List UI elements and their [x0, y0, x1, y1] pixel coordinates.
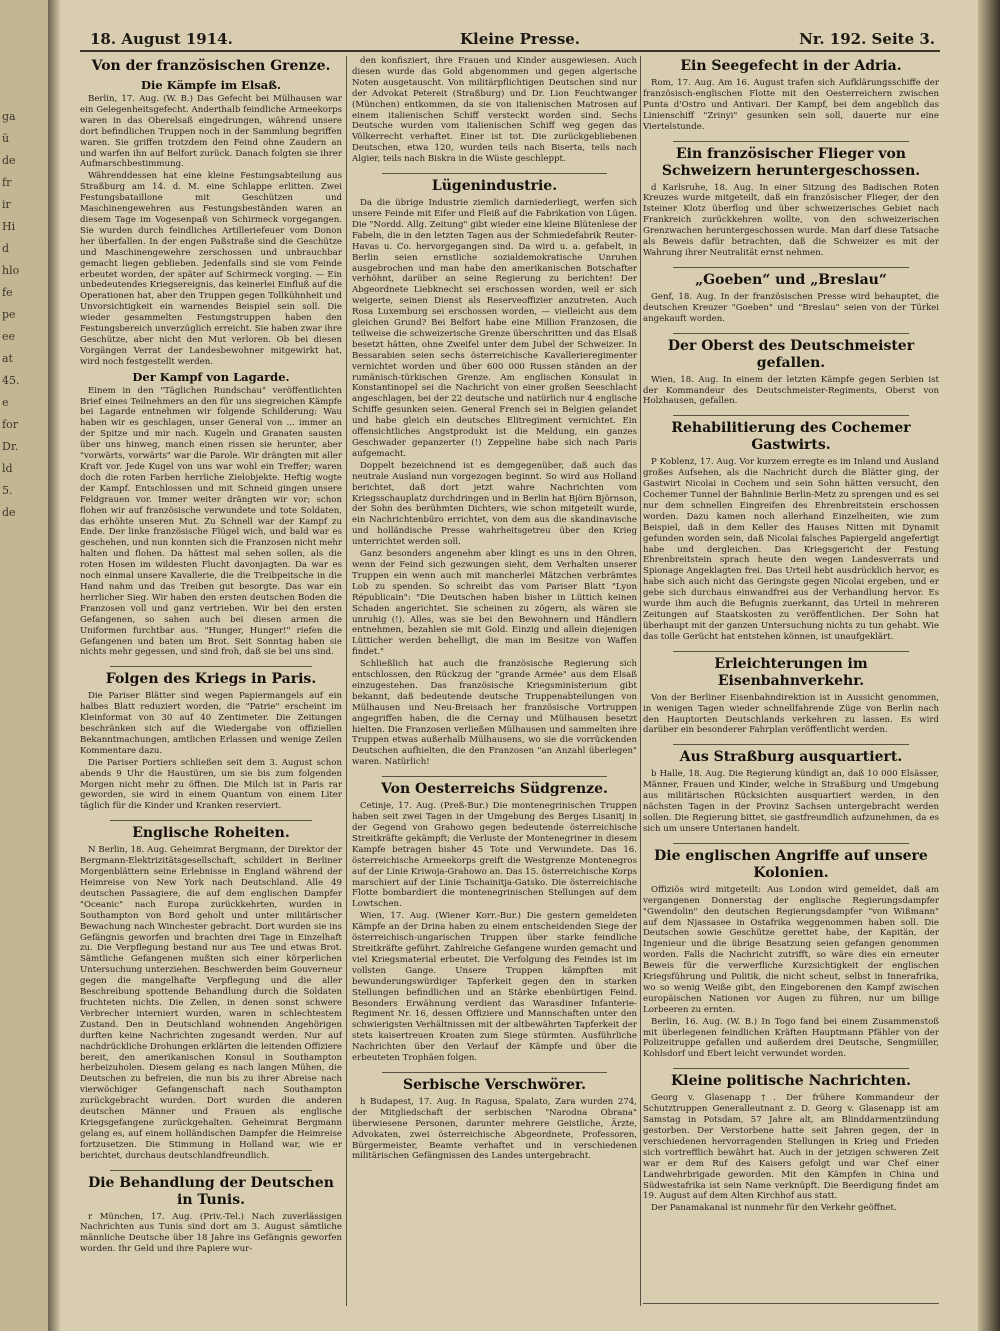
article-paragraph: Einem in den "Täglichen Rundschau" veröffentlichten Brief eines Teilnehmers an den für uns siegreichen Kämpfe bei Lagarde entnehmen wir folgende Schilderung: Wau haben wir es geschlagen, unser General von ... immer an der Spitze und mir nach. Kugeln und Granaten sausten über uns hinweg, manch einen rissen sie herunter, aber "vorwärts, vorwärts" war die Parole. Wir drängten mit aller Kraft vor. Jede Kugel von uns war wohl ein Treffer; waren doch die roten Farben herrliche Zielobjekte. Heftig wogte der Kampf. Entschlossen und mit Schneid gingen unsere Feldgrauen vor. Immer weiter drängten wir vor; schon flohen wir auf französische verwundete und tote Soldaten, das erhöhte unseren Mut. Zu Schnell war der Kampf zu Ende. Der linke französische Flügel wich, und bald war es geschehen, und nun konnten sich die Franzosen nicht mehr halten und flohen. Da hättest mal sehen sollen, als die roten Hosen im wildesten Flucht davonjagten. Da war es noch einmal unsere Kavallerie, die die Treibpeitsche in die Hand nahm und das Treiben gut besorgte. Das war ein herrlicher Sieg. Wir haben den ersten deutschen Boden die Franzosen voll und ganz vertrieben. Wir bei den ersten Gefangenen, so sahen auch bei diesen armen die Uniformen furchtbar aus. "Hunger, Hunger!" riefen die Gefangenen und baten um Brot. Seit Sonntag haben sie nichts mehr gegessen, und sind froh, daß sie bei uns sind. [80, 385, 342, 658]
article-headline: Serbische Verschwörer. [403, 1076, 586, 1093]
gutter-text-fragment: for [2, 418, 18, 431]
article-paragraph: Genf, 18. Aug. In der französischen Presse wird behauptet, die deutschen Kreuzer "Goeben" und "Breslau" seien von der Türkei angekauft worden. [643, 291, 939, 324]
article-subheadline: Die Kämpfe im Elsaß. [141, 78, 281, 92]
column-divider [346, 56, 347, 1306]
article-paragraph: Ganz besonders angenehm aber klingt es uns in den Ohren, wenn der Feind sich gezwungen sieht, dem Verhalten unserer Truppen ein wenn auch mit mancherlei Mätzchen verbrämtes Lob zu spenden. So schreibt das vom Pariser Blatt "Lyon Républicain": "Die Deutschen haben bisher in Lüttich keinen Schaden angerichtet. Sie scheinen zu zögern, als wären sie unruhig (!). Alles, was sie bei den Bewohnern und Händlern entnehmen, bezahlen sie mit Gold. Einzig und allein diejenigen Lütticher werden behelligt, die man im Besitze von Waffen findet." [352, 549, 637, 658]
page-edge-shadow [978, 0, 1000, 1331]
article-headline: Kleine politische Nachrichten. [671, 1073, 911, 1090]
article-paragraph: den konfisziert, ihre Frauen und Kinder ausgewiesen. Auch diesen wurde das Gold abgenommen und gegen algerische Noten ausgetauscht. Von militärpflichtigen Deutschen sind nur der Advokat Petereit (Straßburg) und Dr. Lion Feuchtwanger (München) entkommen, da sie von italienischen Matrosen auf einem italienischen Schiff versteckt worden sind. Sechs Deutsche wurden vom italienischen Schiff weg gegen das Völkerrecht verhaftet. Einer ist tot. Die zurückgebliebenen Deutschen, etwa 120, wurden teils nach Biserta, teils nach Algier, teils nach Biskra in die Wüste geschleppt. [352, 56, 637, 165]
issue-number: Nr. 192. Seite 3. [799, 30, 935, 48]
article-separator [110, 660, 312, 667]
article-headline: Aus Straßburg ausquartiert. [679, 749, 903, 766]
newspaper-title: Kleine Presse. [460, 30, 581, 48]
article-headline: Von der französischen Grenze. [91, 58, 331, 74]
article-paragraph: Berlin, 17. Aug. (W. B.) Das Gefecht bei Mülhausen war ein Gelegenheitsgefecht. Anderthalb feindliche Armeekorps waren in das Oberelsaß eingedrungen, während unsere dort befindlichen Truppen noch in der Sammlung begriffen waren. Sie griffen trotzdem den Feind ohne Zaudern an und warfen ihn auf Belfort zurück. Danach folgten sie ihrer Aufmarschbestimmung. [80, 94, 342, 170]
article-paragraph: Berlin, 16. Aug. (W. B.) In Togo fand bei einem Zusammenstoß mit überlegenen feindlichen Kräften Hauptmann Pfähler von der Polizeitruppe gefallen und außerdem drei Deutsche, Sengmüller, Kohlsdorf und Ebert leicht verwundet worden. [643, 1016, 939, 1060]
gutter-text-fragment: ee [2, 330, 16, 343]
gutter-text-fragment: hlo [2, 264, 20, 277]
article-headline: Englische Roheiten. [132, 825, 290, 842]
column-1 [80, 56, 342, 1308]
article-headline: Erleichterungen im Eisenbahnverkehr. [714, 655, 868, 689]
article-paragraph: Georg v. Glasenapp †. Der frühere Kommandeur der Schutztruppen Generalleutnant z. D. Georg v. Glasenapp ist am Samstag in Potsdam, 57 Jahre alt, am Blinddarmentzündung gestorben. Der Verstorbene hatte seit Jahren gegen, der in verschiedenen hervorragenden Stellungen in Krieg und Frieden sich vortrefflich bewährt hat. Auch in der jetzigen schweren Zeit war er dem Ruf des Kaisers gefolgt und war Chef einer Landwehrbrigade geworden. Mit den Kämpfen in China und Südwestafrika ist sein Name verknüpft. Die Beerdigung findet am 19. August auf dem Alten Kirchhof aus statt. [643, 1093, 939, 1202]
article-paragraph: Von der Berliner Eisenbahndirektion ist in Aussicht genommen, in wenigen Tagen wieder schnellfahrende Züge von Berlin nach den Hauptorten Deutschlands verkehren zu lassen. Es wird darüber ein besonderer Fahrplan veröffentlicht werden. [643, 692, 939, 736]
page-binding [48, 0, 60, 1331]
article-separator [382, 167, 607, 174]
article-paragraph: Doppelt bezeichnend ist es demgegenüber, daß auch das neutrale Ausland nun vorgezogen beginnt. So wird aus Holland berichtet, daß dort jetzt wahre Nachrichten vom Kriegsschauplatz durchdringen und in Berlin hat Björn Björnson, der Sohn des berühmten Dichters, wie schon mitgeteilt wurde, ein Nachrichtenbüro errichtet, von dem aus die skandinavische und holländische Presse wahrheitsgetreu über den Krieg unterrichtet werden soll. [352, 460, 637, 548]
gutter-text-fragment: at [2, 352, 13, 365]
page-header [80, 30, 935, 50]
article-paragraph: d Karlsruhe, 18. Aug. In einer Sitzung des Badischen Roten Kreuzes wurde mitgeteilt, daß ein französischer Flieger, der den Isteiner Klotz überflog und über schweizerisches Gebiet nach Frankreich zurückkehren wollte, von den schweizerischen Grenzwachen heruntergeschossen wurde. Man darf diese Tatsache als Beweis dafür betrachten, daß die Schweizer es mit der Wahrung ihrer Neutralität ernst nehmen. [643, 182, 939, 258]
article-paragraph: r München, 17. Aug. (Priv.-Tel.) Nach zuverlässigen Nachrichten aus Tunis sind dort am 3. August sämtliche männliche Deutsche über 18 Jahre ins Gefängnis geworfen worden. Ihr Geld und ihre Papiere wur- [80, 1211, 342, 1255]
article-headline: Rehabilitierung des Cochemer Gastwirts. [671, 420, 911, 454]
article-separator [673, 738, 909, 745]
article-paragraph: Wien, 17. Aug. (Wiener Korr.-Bur.) Die gestern gemeldeten Kämpfe an der Drina haben zu einem entscheidenden Siege der österreichisch-ungarischen Truppen über starke feindliche Streitkräfte geführt. Zahlreiche Gefangene wurden gemacht und viel Kriegsmaterial erbeutet. Die Verfolgung des Feindes ist im vollsten Gange. Unsere Truppen kämpften mit bewunderungswürdiger Tapferkeit gegen den in starken Stellungen befindlichen und an Stärke ebenbürtigen Feind. Besonders Erwähnung verdient das Warasdiner Infanterie-Regiment Nr. 16, dessen Offiziere und Mannschaften unter den schwierigsten Verhältnissen mit der altbewährten Tapferkeit der stets kaisertreuen Kroaten zum Siege stürmten. Ausführliche Nachrichten über den Verlauf der Kämpfe und über die erbeuteten Trophäen folgen. [352, 911, 637, 1064]
article-paragraph: Die Pariser Blätter sind wegen Papiermangels auf ein halbes Blatt reduziert worden, die "Patrie" erscheint im Kleinformat von 30 auf 40 Zentimeter. Die Zeitungen beschränken sich auf die Wiedergabe von offiziellen Bekanntmachungen, amtlichen Erlassen und wenige Zeilen Kommentare dazu. [80, 691, 342, 756]
article-headline: Lügenindustrie. [431, 178, 558, 195]
article-subheadline: Der Kampf von Lagarde. [132, 369, 290, 384]
gutter-text-fragment: d [2, 242, 10, 255]
article-paragraph: b Halle, 18. Aug. Die Regierung kündigt an, daß 10 000 Elsässer, Männer, Frauen und Kinder, welche in Straßburg und Umgebung aus militärischen Rücksichten ausquartiert werden, in den nächsten Tagen in der Provinz Sachsen untergebracht werden sollen. Die Regierung bittet, sie gastfreundlich aufzunehmen, da es sich um unsere Unterianen handelt. [643, 769, 939, 834]
article-paragraph: Schließlich hat auch die französische Regierung sich entschlossen, den Rückzug der "grande Armée" aus dem Elsaß einzugestehen. Das französische Kriegsministerium gibt bekannt, daß bedeutende deutsche Truppenabteilungen von Mülhausen und Neu-Breisach her französische Vortruppen angegriffen haben, die die Cernay und Mülhausen besetzt hielten. Die Franzosen verließen Mülhausen und sammelten ihre Truppen etwas außerhalb Mülhausens, wo sie die vorrückenden Deutschen aufhielten, die den Franzosen "an Anzahl überlegen" waren. Natürlich! [352, 659, 637, 768]
footer-rule [643, 1303, 939, 1304]
gutter-text-fragment: e [2, 396, 9, 409]
gutter-text-fragment: de [2, 506, 16, 519]
article-paragraph: Offiziös wird mitgeteilt: Aus London wird gemeldet, daß am vergangenen Donnerstag der englische Regierungsdampfer "Gwendolin" den deutschen Regierungsdampfer "von Wißmann" auf dem Njassasee in Ostafrika weggenommen haben soll. Die Deutschen sowie Geschütze gerettet habe, der Kapitän, der Ingenieur und die übrige Besatzung seien gefangen genommen worden. Falls die Nachricht zutrifft, so wäre dies ein erneuter Beweis für die verwerfliche Kurzsichtigkeit der englischen Kriegsführung und Politik, die nicht scheut, selbst in Innerafrika, wo so wenig Weiße gibt, den Eingeborenen den Kampf zwischen europäischen Nationen vor Augen zu führen, nur um billige Lorbeeren zu ernten. [643, 884, 939, 1015]
article-separator [673, 1062, 909, 1069]
issue-date: 18. August 1914. [90, 30, 233, 48]
article-paragraph: Währenddessen hat eine kleine Festungsabteilung aus Straßburg am 14. d. M. eine Schlappe erlitten. Zwei Festungsbataillone mit Geschützen und Maschinengewehren aus Festungsbeständen waren an diesem Tage im Vogesenpaß von Schirmeck vorgegangen. Sie wurden durch feindliches Artilleriefeuer vom Donon her überfallen. In der engen Paßstraße sind die Geschütze und Maschinengewehre zerschossen und unbrauchbar gemacht liegen geblieben. Jedenfalls sind sie vom Feinde erbeutet worden, der später auf Schirmeck vorging. — Ein unbedeutendes Kriegsereignis, das keinerlei Einfluß auf die Operationen hat, aber den Truppen gegen Tollkühnheit und Unvorsichtigkeit ein warnendes Beispiel sein soll. Die wieder gesammelten Festungstruppen haben den Festungsbereich unverzüglich erreicht. Sie haben zwar ihre Geschütze, aber nicht den Mut verloren. Ob bei diesen Vorgängen Verrat der Landesbewohner mitgewirkt hat, wird noch festgestellt werden. [80, 171, 342, 367]
article-paragraph: P Koblenz, 17. Aug. Vor kurzem erregte es im Inland und Ausland großes Aufsehen, als die Nachricht durch die Blätter ging, der Gastwirt Nicolai in Cochem und sein Sohn hätten versucht, den Cochemer Tunnel der Bahnlinie Berlin-Metz zu sprengen und es sei nur dem schnellen Eingreifen des Ehrenbreitstein erschossen worden. Dazu kamen noch allerhand Einzelheiten, wie zum Beispiel, daß in dem Keller des Hauses Nitten mit Dynamit gefunden worden sein, daß Nicolai falsches Papiergeld angefertigt habe und dergleichen. Das Kriegsgericht der Festung Ehrenbreitstein sprach heute den wegen Landesverrats und Spionage Angeklagten frei. Das Urteil hebt ausdrücklich hervor, es habe sich auch nicht das Geringste gegen Nicolai ergeben, und er gebe sich durchaus einwandfrei aus der Verhandlung hervor. Es wurde ihm auch die Befugnis zuerkannt, das Urteil in mehreren Zeitungen auf Staatskosten zu veröffentlichen. Der Sohn hat überhaupt mit der ganzen Untersuchung nichts zu tun gehabt. Wie das tolle Gerücht hat entstehen können, ist unaufgeklärt. [643, 457, 939, 642]
header-rule [80, 50, 940, 52]
article-separator [673, 261, 909, 268]
article-separator [382, 770, 607, 777]
gutter-text-fragment: 45. [2, 374, 20, 387]
gutter-text-fragment: fe [2, 286, 13, 299]
article-headline: Die englischen Angriffe auf unsere Kolonien. [654, 847, 928, 881]
gutter-text-fragment: 5. [2, 484, 13, 497]
column-3 [643, 56, 939, 1308]
article-separator [673, 327, 909, 334]
gutter-text-fragment: Hi [2, 220, 16, 233]
gutter-text-fragment: ga [2, 110, 16, 123]
article-paragraph: h Budapest, 17. Aug. In Ragusa, Spalato, Zara wurden 274, der Mitgliedschaft der serbischen "Narodna Obrana" überwiesene Personen, darunter mehrere Geistliche, Ärzte, Advokaten, zwei österreichische Abgeordnete, Professoren, Bürgermeister, Beamte verhaftet und in verschiedenen militärischen Gefängnissen des Landes untergebracht. [352, 1096, 637, 1162]
article-headline: „Goeben“ und „Breslau“ [695, 271, 887, 288]
article-separator [110, 1164, 312, 1171]
article-headline: Der Oberst des Deutschmeister gefallen. [667, 337, 915, 371]
column-2 [352, 56, 637, 1308]
article-separator [673, 135, 909, 142]
article-paragraph: Cetinje, 17. Aug. (Preß-Bur.) Die montenegrinischen Truppen haben seit zwei Tagen in der Umgebung des Berges Lisanitj in der Gegend von Grahowo gegen bedeutende österreichische Streitkräfte gekämpft; die Verluste der Montenegriner in diesem Kampfe betragen bisher 45 Tote und Verwundete. Das 16. österreichische Armeekorps greift die Westgrenze Montenegros auf der Linie Kriwoja-Grahowo an. Das 15. österreichische Korps marschiert auf der Linie Tschainitja-Gatsko. Die österreichische Flotte bombardiert die montenegrinischen Stellungen auf dem Lowtschen. [352, 801, 637, 910]
article-headline: Folgen des Kriegs in Paris. [105, 671, 317, 688]
article-paragraph: Wien, 18. Aug. In einem der letzten Kämpfe gegen Serbien ist der Kommandeur des Deutschmeister-Regiments, Oberst von Holzhausen, gefallen. [643, 374, 939, 407]
article-paragraph: Da die übrige Industrie ziemlich darniederliegt, werfen sich unsere Feinde mit Eifer und Fleiß auf die Fabrikation von Lügen. Die "Nordd. Allg. Zeitung" gibt wieder eine kleine Blütenlese der Fabeln, die in den letzten Tagen aus der Schmiedefabrik Reuter-Havas u. Co. hervorgegangen sind. Da wird u. a. gefabelt, in Berlin seien ernstliche sozialdemokratische Unruhen ausgebrochen und man habe den amerikanischen Botschafter verhöhnt, darüber an seine Regierung zu berichten! Der Abgeordnete Liebknecht sei erschossen worden, weil er sich weigerte, seinen Dienst als Reserveoffizier anzutreten. Auch Rosa Luxemburg sei erschossen worden, — vielleicht aus dem gleichen Grund? Bei Belfort habe eine Million Franzosen, die teilweise die schweizerische Grenze überschritten und das Elsaß besetzt hätten, ohne Zweifel unter dem Jubel der Schweizer. In Bessarabien seien sechs österreichische Kavallerieregimenter vernichtet worden und über 600 000 Russen ständen an der rumänisch-türkischen Grenze. Am englischen Konsulat in Konstantinopel sei die Nachricht von einer großen Seeschlacht angeschlagen, bei der 22 deutsche und natürlich nur 4 englische Schiffe gesunken seien. General French sei in Belgien gelandet und habe gleich ein deutsches Elitregiment vernichtet. Ein offensichtliches Angstprodukt ist die Meldung, ein ganzes Geschwader gepanzerter (!) Zeppeline habe sich nach Paris aufgemacht. [352, 198, 637, 459]
article-headline: Die Behandlung der Deutschen in Tunis. [88, 1174, 334, 1208]
gutter-text-fragment: fr [2, 176, 12, 189]
article-headline: Von Oesterreichs Südgrenze. [381, 781, 608, 798]
article-separator [673, 837, 909, 844]
gutter-text-fragment: ld [2, 462, 13, 475]
article-separator [673, 645, 909, 652]
article-paragraph: Der Panamakanal ist nunmehr für den Verkehr geöffnet. [651, 1203, 897, 1214]
column-divider [640, 56, 641, 1306]
article-separator [110, 814, 312, 821]
article-headline: Ein Seegefecht in der Adria. [680, 58, 902, 74]
previous-page-edge [0, 0, 53, 1331]
article-paragraph: N Berlin, 18. Aug. Geheimrat Bergmann, der Direktor der Bergmann-Elektrizitätsgesellschaft, schildert in Berliner Morgenblättern seine Erlebnisse in England während der Heimreise von New York nach Deutschland. Alle 49 deutschen Passagiere, die auf dem englischen Dampfer "Oceanic" nach Europa zurückkehrten, wurden in Southampton von Bord geholt und unter militärischer Bewachung nach Winchester gebracht. Dort wurden sie ins Gefängnis geworfen und brachten drei Tage in Einzelhaft zu. Die Verpflegung bestand nur aus Tee und etwas Brot. Sämtliche Gefangenen mußten sich einer körperlichen Untersuchung unterziehen. Beschwerden beim Gouverneur gegen die mangelhafte Verpflegung und die aller Beschreibung spottende Behandlung durch die Soldaten fruchteten nichts. Die Zellen, in denen sonst schwere Verbrecher interniert wurden, waren in schlechtestem Zustand. Den in Deutschland wohnenden Angehörigen durften keine Nachrichten zugesandt werden. Nur auf nachdrückliche Drohungen erklärten die leitenden Offiziere bereit, den amerikanischen Konsul in Southampton herbeizuholen. Diesem gelang es nach langen Mühen, die Deutschen zu befreien, die nun bis zu ihrer Abreise nach vierwöchiger Gefangenschaft nach Southampton zurückgebracht wurden. Dort wurden die anderen deutschen Männer und Frauen als englische Kriegsgefangene zurückgehalten. Geheimrat Bergmann gelang es, auf einem holländischen Dampfer die Heimreise fortzusetzen. Die Stimmung in Holland war, wie er berichtet, durchaus deutschlandfreundlich. [80, 845, 342, 1161]
gutter-text-fragment: ü [2, 132, 10, 145]
gutter-text-fragment: pe [2, 308, 16, 321]
gutter-text-fragment: ir [2, 198, 11, 211]
article-separator [673, 409, 909, 416]
article-paragraph: Die Pariser Portiers schließen seit dem 3. August schon abends 9 Uhr die Haustüren, um sie bis zum folgenden Morgen nicht mehr zu öffnen. Die Milch ist in Paris rar geworden, sie wird in einem Quantum von einem Liter täglich für die Kinder und Kranken reserviert. [80, 757, 342, 812]
article-headline: Ein französischer Flieger von Schweizern heruntergeschossen. [661, 145, 921, 179]
article-separator [382, 1066, 607, 1073]
article-paragraph: Rom, 17. Aug. Am 16. August trafen sich Aufklärungsschiffe der französisch-englischen Flotte mit den Oesterreichern zwischen Punta d'Ostro und Antivari. Der Kampf, bei dem angeblich das Linienschiff "Zrinyi" gesunken sein soll, dauerte nur eine Viertelstunde. [643, 78, 939, 132]
gutter-text-fragment: Dr. [2, 440, 19, 453]
gutter-text-fragment: de [2, 154, 16, 167]
